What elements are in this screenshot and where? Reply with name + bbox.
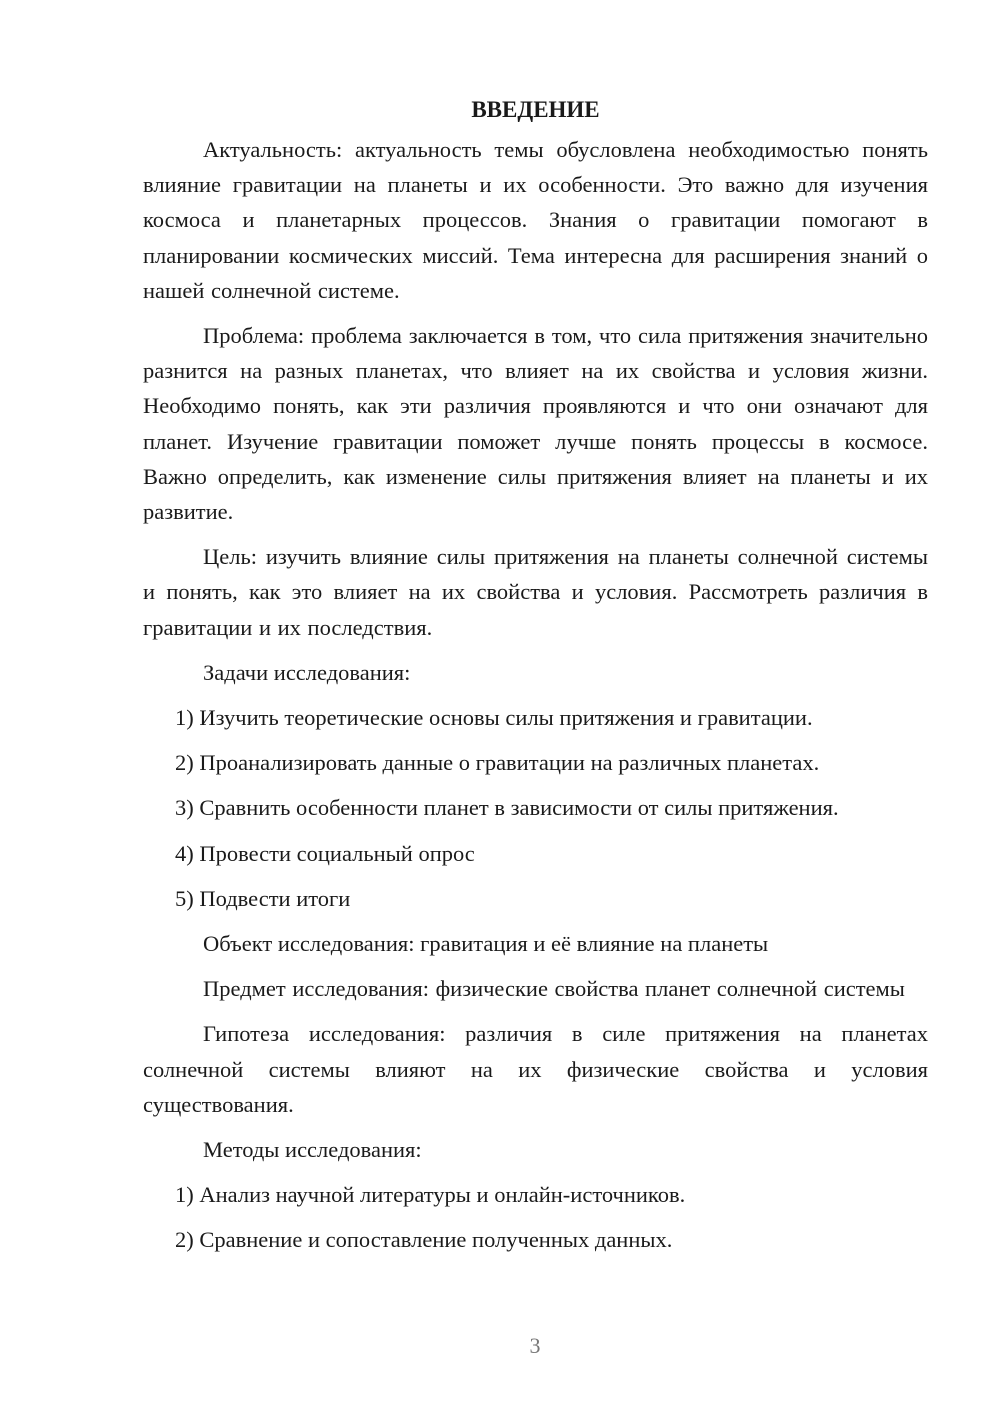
task-item: 5) Подвести итоги (175, 885, 351, 911)
methods-heading: Методы исследования: (203, 1137, 422, 1163)
goal-paragraph: Цель: изучить влияние силы притяжения на планеты солнечной системы и понять, как это влияет на их свойства и условия. Рассмотреть различия в гравитации и их последствия. (143, 544, 928, 640)
method-item: 1) Анализ научной литературы и онлайн-источников. (175, 1182, 686, 1208)
subject-paragraph: Предмет исследования: физические свойства планет солнечной системы (203, 976, 905, 1002)
tasks-heading: Задачи исследования: (203, 659, 411, 685)
hypothesis-paragraph: Гипотеза исследования: различия в силе притяжения на планетах солнечной системы влияют на их физические свойства и условия существования. (143, 1021, 928, 1117)
relevance-paragraph: Актуальность: актуальность темы обусловлена необходимостью понять влияние гравитации на планеты и их особенности. Это важно для изучения космоса и планетарных процессов. Знания о гравитации помогают в планировании космических миссий. Тема интересна для расширения знаний о нашей солнечной системе. (143, 137, 928, 303)
section-title: ВВЕДЕНИЕ (471, 97, 600, 122)
task-item: 3) Сравнить особенности планет в зависимости от силы притяжения. (175, 795, 839, 821)
problem-paragraph: Проблема: проблема заключается в том, что сила притяжения значительно разнится на разных планетах, что влияет на их свойства и условия жизни. Необходимо понять, как эти различия проявляются и что они означают для планет. Изучение гравитации поможет лучше понять процессы в космосе. Важно определить, как изменение силы притяжения влияет на планеты и их развитие. (143, 323, 928, 525)
task-item: 1) Изучить теоретические основы силы притяжения и гравитации. (175, 705, 813, 731)
method-item: 2) Сравнение и сопоставление полученных данных. (175, 1227, 673, 1253)
document-page (143, 92, 928, 1268)
task-item: 2) Проанализировать данные о гравитации на различных планетах. (175, 750, 820, 776)
page-number: 3 (529, 1333, 541, 1358)
task-item: 4) Провести социальный опрос (175, 840, 475, 866)
object-paragraph: Объект исследования: гравитация и её влияние на планеты (203, 931, 769, 957)
